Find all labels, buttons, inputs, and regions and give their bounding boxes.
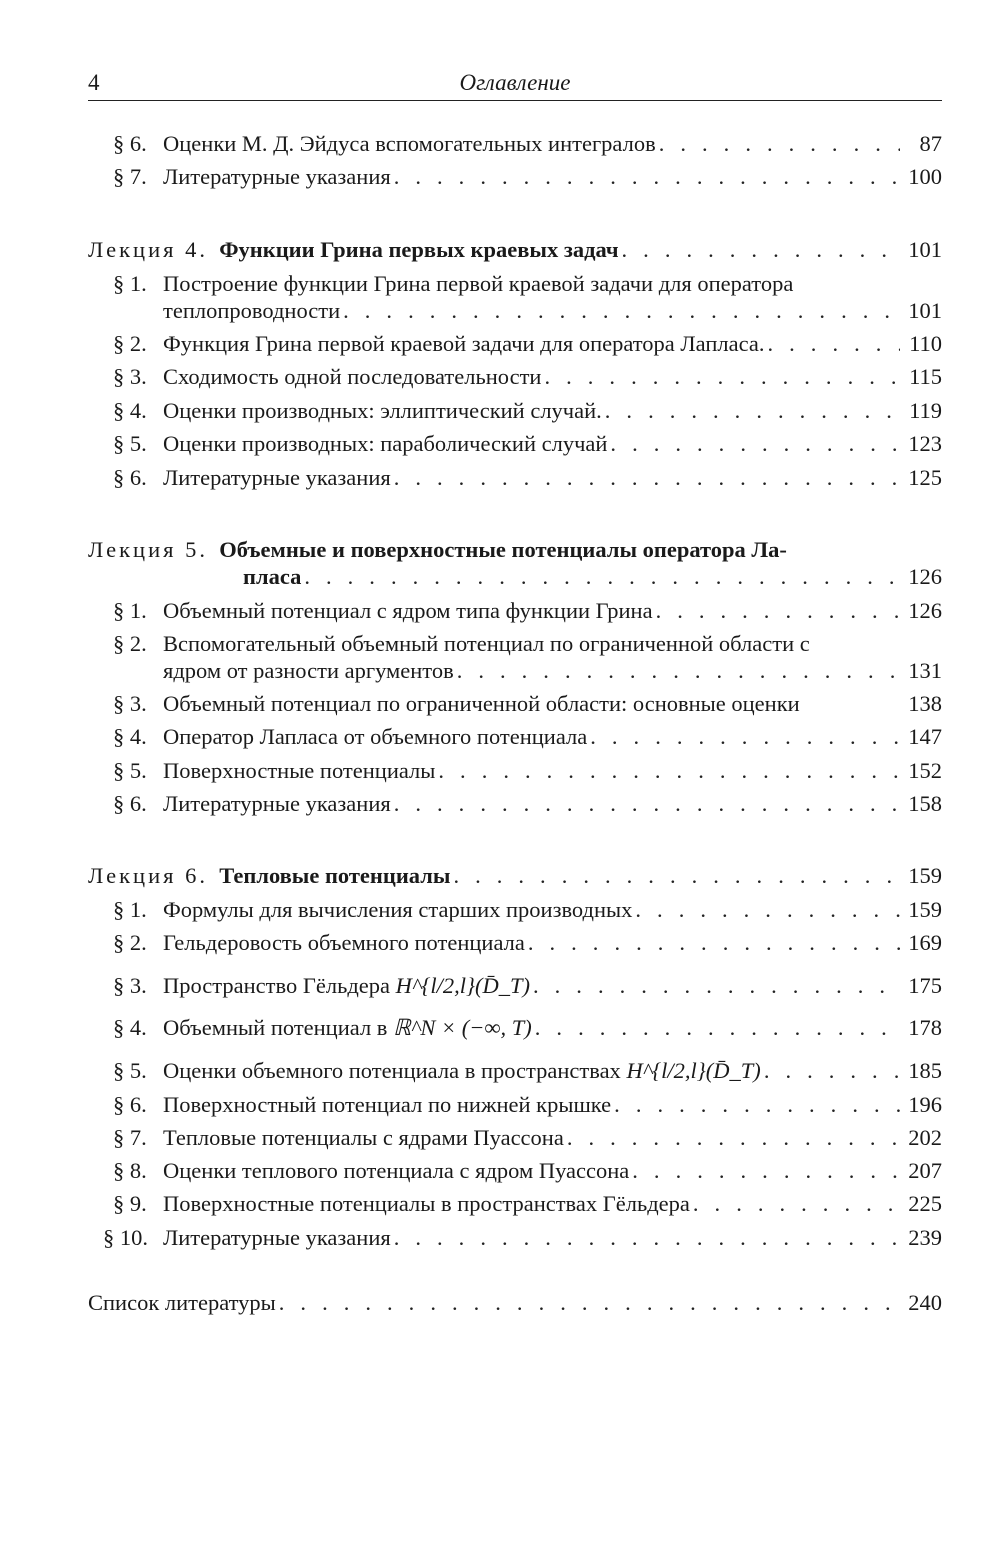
toc-entry[interactable] [113, 631, 942, 657]
section-number: § 6. [113, 131, 147, 156]
section-number: § 1. [113, 598, 147, 623]
lecture-heading[interactable] [88, 537, 942, 563]
page-ref: 202 [908, 1125, 942, 1150]
section-number: § 3. [113, 973, 147, 998]
entry-title-cont: теплопроводности [163, 298, 341, 323]
math-formula: H^{l/2,l}(D̄_T) [626, 1058, 761, 1083]
lecture-title: Объемные и поверхностные потенциалы оператора Ла- [219, 537, 787, 562]
toc-entry[interactable] [113, 724, 942, 750]
entry-title: Поверхностные потенциалы [163, 758, 436, 783]
entry-title: Поверхностные потенциалы в пространствах Гёльдера [163, 1191, 690, 1216]
entry-title: Сходимость одной последовательности [163, 364, 542, 389]
page-ref: 101 [908, 237, 942, 262]
entry-title: Объемный потенциал по ограниченной области: основные оценки [163, 691, 800, 716]
section-number: § 4. [113, 1015, 147, 1040]
section-number: § 1. [113, 271, 147, 296]
toc-entry[interactable] [113, 131, 942, 157]
leader-dots [343, 298, 900, 324]
lecture-label: Лекция 5. [88, 537, 208, 562]
page-ref: 159 [908, 863, 942, 888]
entry-title: Оценки М. Д. Эйдуса вспомогательных интегралов [163, 131, 656, 156]
page-ref: 147 [908, 724, 942, 749]
leader-dots [693, 1191, 900, 1217]
math-formula: H^{l/2,l}(D̄_T) [395, 973, 530, 998]
toc-entry[interactable] [113, 1058, 942, 1084]
leader-dots [528, 930, 900, 956]
math-formula: ℝ^N × (−∞, T) [393, 1015, 532, 1040]
leader-dots [304, 564, 900, 590]
section-number: § 5. [113, 758, 147, 783]
page-ref: 110 [909, 331, 942, 356]
page-ref: 196 [908, 1092, 942, 1117]
toc-entry[interactable] [113, 164, 942, 190]
page-ref: 87 [919, 131, 942, 156]
page-ref: 101 [908, 298, 942, 323]
entry-title: Оценки объемного потенциала в пространствах [163, 1058, 621, 1083]
leader-dots [453, 863, 900, 889]
leader-dots [656, 598, 900, 624]
leader-dots [632, 1158, 900, 1184]
toc-entry[interactable] [113, 598, 942, 624]
section-number: § 5. [113, 1058, 147, 1083]
section-number: § 2. [113, 930, 147, 955]
section-number: § 6. [113, 465, 147, 490]
page-ref: 239 [908, 1225, 942, 1250]
section-number: § 6. [113, 1092, 147, 1117]
section-number: § 3. [113, 364, 147, 389]
page-ref: 119 [909, 398, 942, 423]
leader-dots [394, 465, 900, 491]
toc-entry[interactable] [113, 331, 942, 357]
page-ref: 158 [908, 791, 942, 816]
toc-entry[interactable] [113, 1125, 942, 1151]
leader-dots [394, 791, 900, 817]
leader-dots [394, 1225, 900, 1251]
page-ref: 185 [908, 1058, 942, 1083]
entry-title-cont: ядром от разности аргументов [163, 658, 454, 683]
leader-dots [544, 364, 900, 390]
leader-dots [635, 897, 900, 923]
page-ref: 126 [908, 598, 942, 623]
page-ref: 207 [908, 1158, 942, 1183]
running-title: Оглавление [459, 70, 571, 95]
section-number: § 4. [113, 724, 147, 749]
entry-title: Объемный потенциал в [163, 1015, 388, 1040]
leader-dots [590, 724, 900, 750]
page-ref: 225 [908, 1191, 942, 1216]
section-number: § 9. [113, 1191, 147, 1216]
page-ref: 131 [908, 658, 942, 683]
page-number: 4 [88, 70, 100, 95]
page-ref: 178 [908, 1015, 942, 1040]
entry-title: Объемный потенциал с ядром типа функции Грина [163, 598, 653, 623]
toc-entry[interactable] [113, 364, 942, 390]
section-number: § 5. [113, 431, 147, 456]
leader-dots [457, 658, 900, 684]
section-number: § 10. [103, 1225, 148, 1250]
toc-entry-bibliography[interactable] [88, 1290, 942, 1316]
leader-dots [610, 431, 900, 457]
section-number: § 4. [113, 398, 147, 423]
page-ref: 169 [908, 930, 942, 955]
entry-title: Функция Грина первой краевой задачи для оператора Лапласа. [163, 331, 765, 356]
leader-dots [764, 1058, 900, 1084]
entry-title: Литературные указания [163, 791, 391, 816]
section-number: § 2. [113, 631, 147, 656]
toc-entry[interactable] [113, 758, 942, 784]
section-number: § 3. [113, 691, 147, 716]
toc-entry[interactable] [113, 1191, 942, 1217]
toc-entry[interactable] [113, 1158, 942, 1184]
entry-title: Оценки теплового потенциала с ядром Пуассона [163, 1158, 630, 1183]
page-ref: 138 [908, 691, 942, 716]
page-ref: 123 [908, 431, 942, 456]
leader-dots [605, 398, 900, 424]
entry-title: Гельдеровость объемного потенциала [163, 930, 525, 955]
lecture-label: Лекция 4. [88, 237, 208, 262]
toc-entry[interactable] [113, 431, 942, 457]
lecture-label: Лекция 6. [88, 863, 208, 888]
toc-entry[interactable] [113, 1015, 942, 1041]
leader-dots [659, 131, 900, 157]
toc-entry[interactable] [113, 791, 942, 817]
page-ref: 126 [908, 564, 942, 589]
running-header [88, 70, 942, 101]
section-number: § 7. [113, 164, 147, 189]
toc-entry[interactable] [113, 465, 942, 491]
entry-title: Поверхностный потенциал по нижней крышке [163, 1092, 612, 1117]
entry-title: Литературные указания [163, 164, 391, 189]
leader-dots [394, 164, 900, 190]
toc-entry[interactable] [113, 691, 942, 717]
toc-entry[interactable] [113, 930, 942, 956]
toc-entry[interactable] [113, 398, 942, 424]
leader-dots [533, 973, 900, 999]
page-ref: 115 [909, 364, 942, 389]
toc-entry[interactable] [113, 271, 942, 297]
entry-title: Список литературы [88, 1290, 276, 1315]
entry-title: Пространство Гёльдера [163, 973, 390, 998]
entry-title: Литературные указания [163, 465, 391, 490]
leader-dots [535, 1015, 900, 1041]
toc-entry[interactable] [103, 1225, 942, 1251]
toc-entry[interactable] [113, 1092, 942, 1118]
lecture-heading[interactable] [88, 237, 942, 263]
section-number: § 1. [113, 897, 147, 922]
lecture-title: Тепловые потенциалы [219, 863, 451, 888]
lecture-title-cont: пласа [243, 564, 302, 589]
entry-title: Тепловые потенциалы с ядрами Пуассона [163, 1125, 564, 1150]
leader-dots [614, 1092, 900, 1118]
entry-title: Построение функции Грина первой краевой задачи для оператора [163, 271, 794, 296]
lecture-title: Функции Грина первых краевых задач [219, 237, 619, 262]
entry-title: Литературные указания [163, 1225, 391, 1250]
page-ref: 240 [908, 1290, 942, 1315]
leader-dots [768, 331, 901, 357]
toc-entry-continuation[interactable] [163, 298, 942, 324]
entry-title: Формулы для вычисления старших производных [163, 897, 633, 922]
page-ref: 125 [908, 465, 942, 490]
page-ref: 175 [908, 973, 942, 998]
section-number: § 2. [113, 331, 147, 356]
entry-title: Оценки производных: эллиптический случай. [163, 398, 602, 423]
entry-title: Оператор Лапласа от объемного потенциала [163, 724, 588, 749]
leader-dots [438, 758, 900, 784]
toc-entry[interactable] [113, 897, 942, 923]
section-number: § 7. [113, 1125, 147, 1150]
entry-title: Вспомогательный объемный потенциал по ограниченной области с [163, 631, 810, 656]
lecture-heading[interactable] [88, 863, 942, 889]
leader-dots [622, 237, 900, 263]
toc-entry[interactable] [113, 973, 942, 999]
section-number: § 6. [113, 791, 147, 816]
toc-entry-continuation[interactable] [163, 658, 942, 684]
entry-title: Оценки производных: параболический случай [163, 431, 608, 456]
page-ref: 152 [908, 758, 942, 783]
leader-dots [567, 1125, 900, 1151]
lecture-heading-continuation[interactable] [243, 564, 942, 590]
page-ref: 100 [908, 164, 942, 189]
section-number: § 8. [113, 1158, 147, 1183]
page-ref: 159 [908, 897, 942, 922]
leader-dots [279, 1290, 900, 1316]
